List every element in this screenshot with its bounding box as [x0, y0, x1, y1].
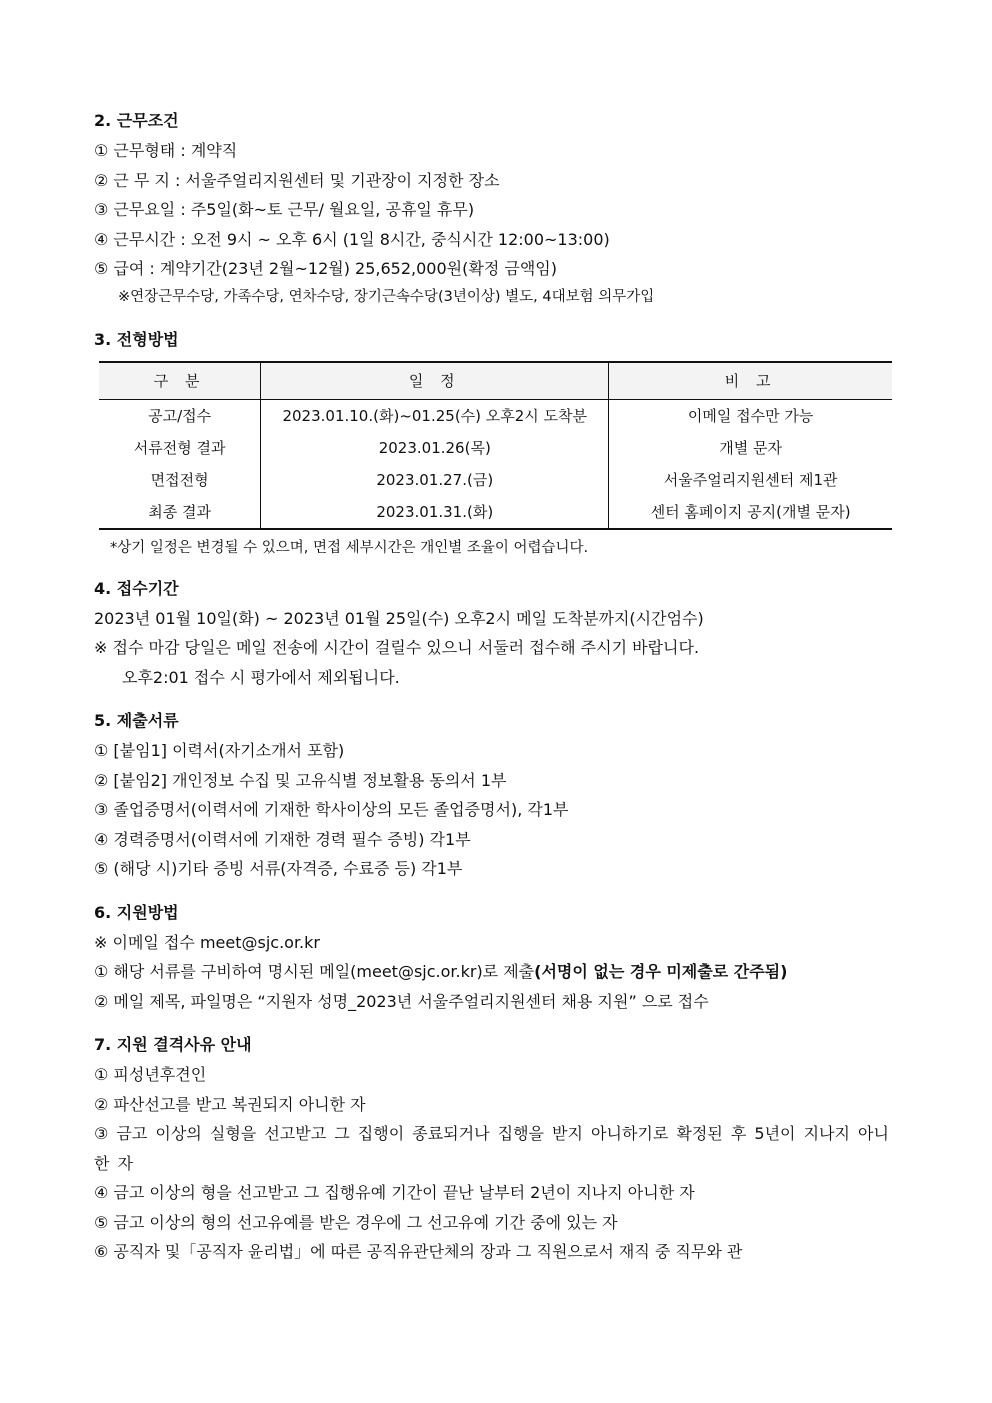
- table-cell: 2023.01.26(목): [261, 432, 609, 464]
- table-row: [99, 496, 892, 529]
- table-cell: 이메일 접수만 가능: [609, 399, 892, 432]
- required-document-item: ④ 경력증명서(이력서에 기재한 경력 필수 증빙) 각1부: [94, 829, 471, 849]
- table-header-row: [99, 362, 892, 400]
- signature-warning: (서명이 없는 경우 미제출로 간주됨): [534, 962, 788, 981]
- table-cell: 2023.01.10.(화)~01.25(수) 오후2시 도착분: [261, 399, 609, 432]
- section-title-how-to-apply: 6. 지원방법: [94, 902, 179, 922]
- schedule-table: [99, 361, 892, 530]
- email-submission-line: ※ 이메일 접수 meet@sjc.or.kr: [94, 932, 320, 952]
- deadline-warning: ※ 접수 마감 당일은 메일 전송에 시간이 걸릴수 있으니 서둘러 접수해 주시기 바랍니다.: [94, 638, 700, 657]
- work-condition-item: ① 근무형태 : 계약직: [94, 141, 238, 160]
- table-cell: 서류전형 결과: [133, 439, 226, 457]
- table-header: 일 정: [261, 362, 609, 400]
- section-title-required-documents: 5. 제출서류: [94, 711, 179, 730]
- required-document-item: ⑤ (해당 시)기타 증빙 서류(자격증, 수료증 등) 각1부: [94, 859, 463, 878]
- work-condition-item: ③ 근무요일 : 주5일(화~토 근무/ 월요일, 공휴일 휴무): [94, 200, 475, 219]
- late-exclusion-note: 오후2:01 접수 시 평가에서 제외됩니다.: [122, 667, 400, 687]
- table-cell: 2023.01.31.(화): [261, 496, 609, 529]
- disqualification-item: ⑥ 공직자 및「공직자 윤리법」에 따른 공직유관단체의 장과 그 직원으로서 재직 중 직무와 관: [94, 1242, 743, 1261]
- table-cell: 최종 결과: [99, 496, 261, 529]
- section-title-application-period: 4. 접수기간: [94, 578, 179, 598]
- section-title-selection-process: 3. 전형방법: [94, 329, 179, 349]
- submission-instruction-text: ① 해당 서류를 구비하여 명시된 메일(meet@sjc.or.kr)로 제출: [94, 962, 535, 981]
- disqualification-item: ② 파산선고를 받고 복권되지 아니한 자: [94, 1094, 366, 1114]
- work-condition-item: ⑤ 급여 : 계약기간(23년 2월~12월) 25,652,000원(확정 금액임): [94, 259, 557, 278]
- table-cell: 공고/접수: [148, 407, 212, 425]
- table-cell: 센터 홈페이지 공지(개별 문자): [609, 496, 892, 529]
- application-period-line: 2023년 01월 10일(화) ~ 2023년 01월 25일(수) 오후2시 메일 도착분까지(시간엄수): [94, 608, 704, 628]
- required-document-item: ③ 졸업증명서(이력서에 기재한 학사이상의 모든 졸업증명서), 각1부: [94, 800, 569, 819]
- section-title-disqualifications: 7. 지원 결격사유 안내: [94, 1035, 252, 1054]
- table-header: 구 분: [99, 362, 261, 400]
- submission-instruction: [94, 957, 900, 987]
- table-cell: 서울주얼리지원센터 제1관: [609, 464, 892, 496]
- table-header: 비 고: [609, 362, 892, 400]
- table-row: [99, 432, 892, 464]
- required-document-item: ① [붙임1] 이력서(자기소개서 포함): [94, 741, 345, 760]
- table-cell: 2023.01.27.(금): [261, 464, 609, 496]
- schedule-note: *상기 일정은 변경될 수 있으며, 면접 세부시간은 개인별 조율이 어렵습니다.: [110, 539, 589, 556]
- table-cell: 면접전형: [150, 471, 209, 489]
- work-condition-item: ② 근 무 지 : 서울주얼리지원센터 및 기관장이 지정한 장소: [94, 170, 500, 190]
- allowance-note: ※연장근무수당, 가족수당, 연차수당, 장기근속수당(3년이상) 별도, 4대보험 의무가입: [118, 288, 655, 305]
- table-row: [99, 464, 892, 496]
- table-row: [99, 399, 892, 432]
- disqualification-item: ④ 금고 이상의 형을 선고받고 그 집행유예 기간이 끝난 날부터 2년이 지나지 아니한 자: [94, 1183, 695, 1202]
- section-title-work-conditions: 2. 근무조건: [94, 111, 179, 130]
- required-document-item: ② [붙임2] 개인정보 수집 및 고유식별 정보활용 동의서 1부: [94, 770, 507, 790]
- document-page: [94, 106, 900, 1267]
- table-cell: 개별 문자: [609, 432, 892, 464]
- disqualification-item: ⑤ 금고 이상의 형의 선고유예를 받은 경우에 그 선고유예 기간 중에 있는 자: [94, 1212, 618, 1232]
- work-condition-item: ④ 근무시간 : 오전 9시 ~ 오후 6시 (1일 8시간, 중식시간 12:00~13:00): [94, 229, 610, 249]
- disqualification-item: ③ 금고 이상의 실형을 선고받고 그 집행이 종료되거나 집행을 받지 아니하기로 확정된 후 5년이 지나지 아니한 자: [94, 1124, 889, 1173]
- email-subject-instruction: ② 메일 제목, 파일명은 “지원자 성명_2023년 서울주얼리지원센터 채용 지원” 으로 접수: [94, 991, 709, 1011]
- disqualification-item: ① 피성년후견인: [94, 1065, 207, 1084]
